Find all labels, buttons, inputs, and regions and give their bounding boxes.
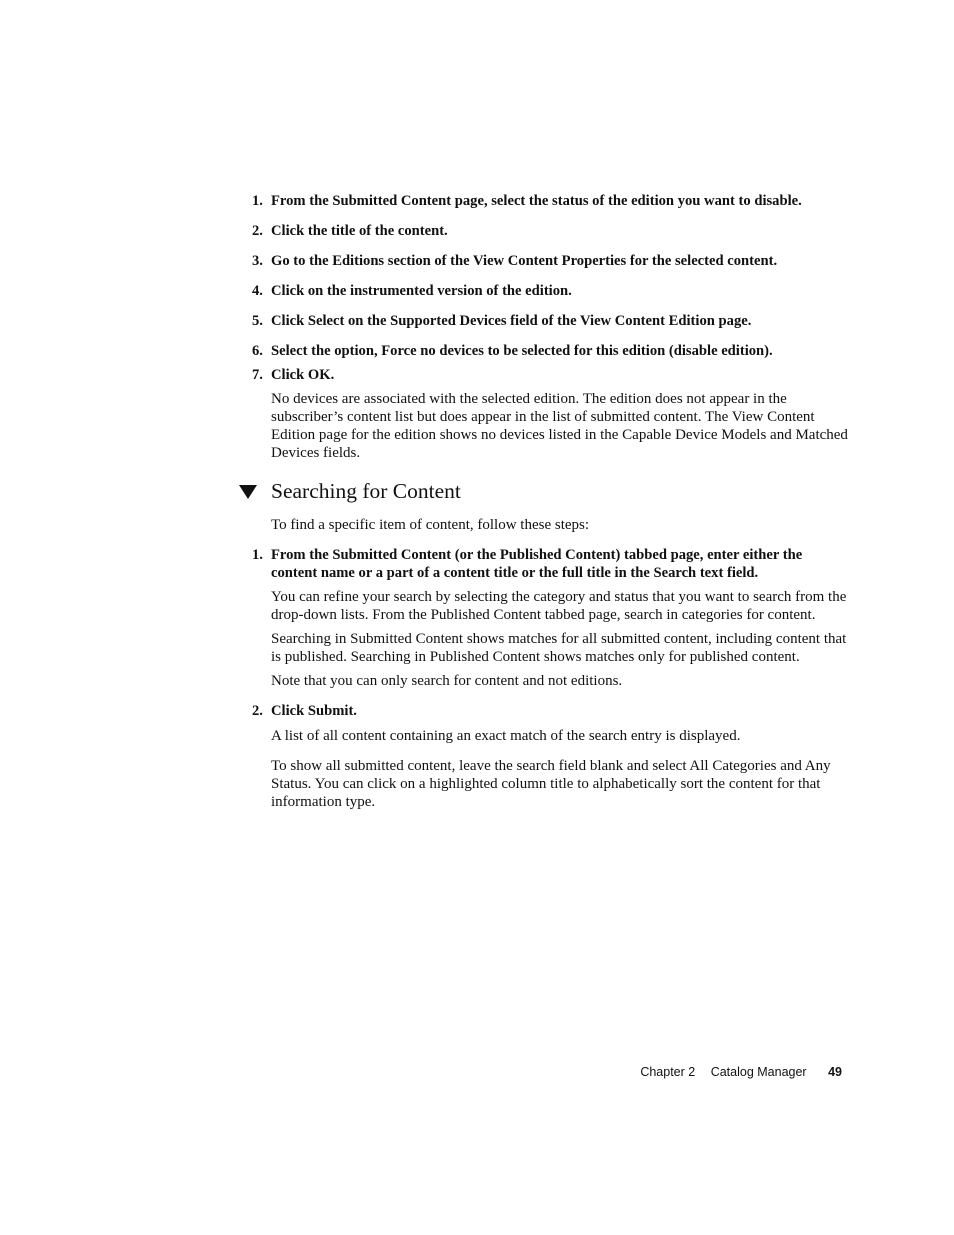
step-number: 7. (252, 367, 263, 383)
procedure-triangle-icon (239, 485, 257, 499)
step-text: From the Submitted Content page, select the status of the edition you want to disable. (271, 193, 802, 209)
step-text: Select the option, Force no devices to be selected for this edition (disable edition). (271, 343, 773, 359)
disable-step-7 (250, 366, 850, 384)
disable-step-2 (250, 222, 850, 240)
step-text: Click Submit. (271, 703, 357, 719)
step-number: 3. (252, 253, 263, 269)
step-number: 2. (252, 223, 263, 239)
step-text: Click Select on the Supported Devices field of the View Content Edition page. (271, 313, 752, 329)
disable-step-3 (250, 252, 850, 270)
disable-step-1 (250, 192, 850, 210)
search-step-1-paragraph: Note that you can only search for content and not editions. (271, 673, 623, 689)
step-text: Click OK. (271, 367, 335, 383)
step-text: Click on the instrumented version of the edition. (271, 283, 572, 299)
search-intro-paragraph: To find a specific item of content, follow these steps: (271, 517, 590, 533)
step-number: 6. (252, 343, 263, 359)
search-step-1-paragraph: Searching in Submitted Content shows matches for all submitted content, including content that is published. Searching in Published Content shows matches only for published content. (271, 631, 847, 665)
step-number: 5. (252, 313, 263, 329)
step-text: From the Submitted Content (or the Published Content) tabbed page, enter either the content name or a part of a content title or the full title in the Search text field. (271, 547, 803, 581)
step-number: 2. (252, 703, 263, 719)
footer-chapter-title: Catalog Manager (710, 1065, 807, 1079)
search-step-1 (250, 546, 850, 582)
footer-page-number: 49 (828, 1065, 842, 1079)
disable-step-5 (250, 312, 850, 330)
search-step-2-paragraph: A list of all content containing an exact match of the search entry is displayed. (271, 728, 741, 744)
search-step-1-paragraph: You can refine your search by selecting the category and status that you want to search from the drop-down lists. From the Published Content tabbed page, search in categories for content. (271, 589, 847, 623)
disable-step-6 (250, 342, 850, 360)
step-text: Click the title of the content. (271, 223, 448, 239)
step-number: 1. (252, 193, 263, 209)
page-body (250, 192, 850, 817)
search-step-2 (250, 702, 850, 720)
step-number: 4. (252, 283, 263, 299)
section-title: Searching for Content (271, 479, 461, 503)
step-text: Go to the Editions section of the View Content Properties for the selected content. (271, 253, 778, 269)
search-step-2-paragraph: To show all submitted content, leave the search field blank and select All Categories and Any Status. You can click on a highlighted column title to alphabetically sort the content for that information type. (271, 758, 831, 810)
section-heading (250, 478, 850, 504)
page-footer (640, 1064, 842, 1080)
footer-chapter: Chapter 2 (640, 1065, 696, 1079)
step-number: 1. (252, 547, 263, 563)
disable-result-paragraph: No devices are associated with the selected edition. The edition does not appear in the subscriber’s content list but does appear in the list of submitted content. The View Content Edition page for the edition shows no devices listed in the Capable Device Models and Matched Devices fields. (271, 391, 848, 461)
disable-step-4 (250, 282, 850, 300)
